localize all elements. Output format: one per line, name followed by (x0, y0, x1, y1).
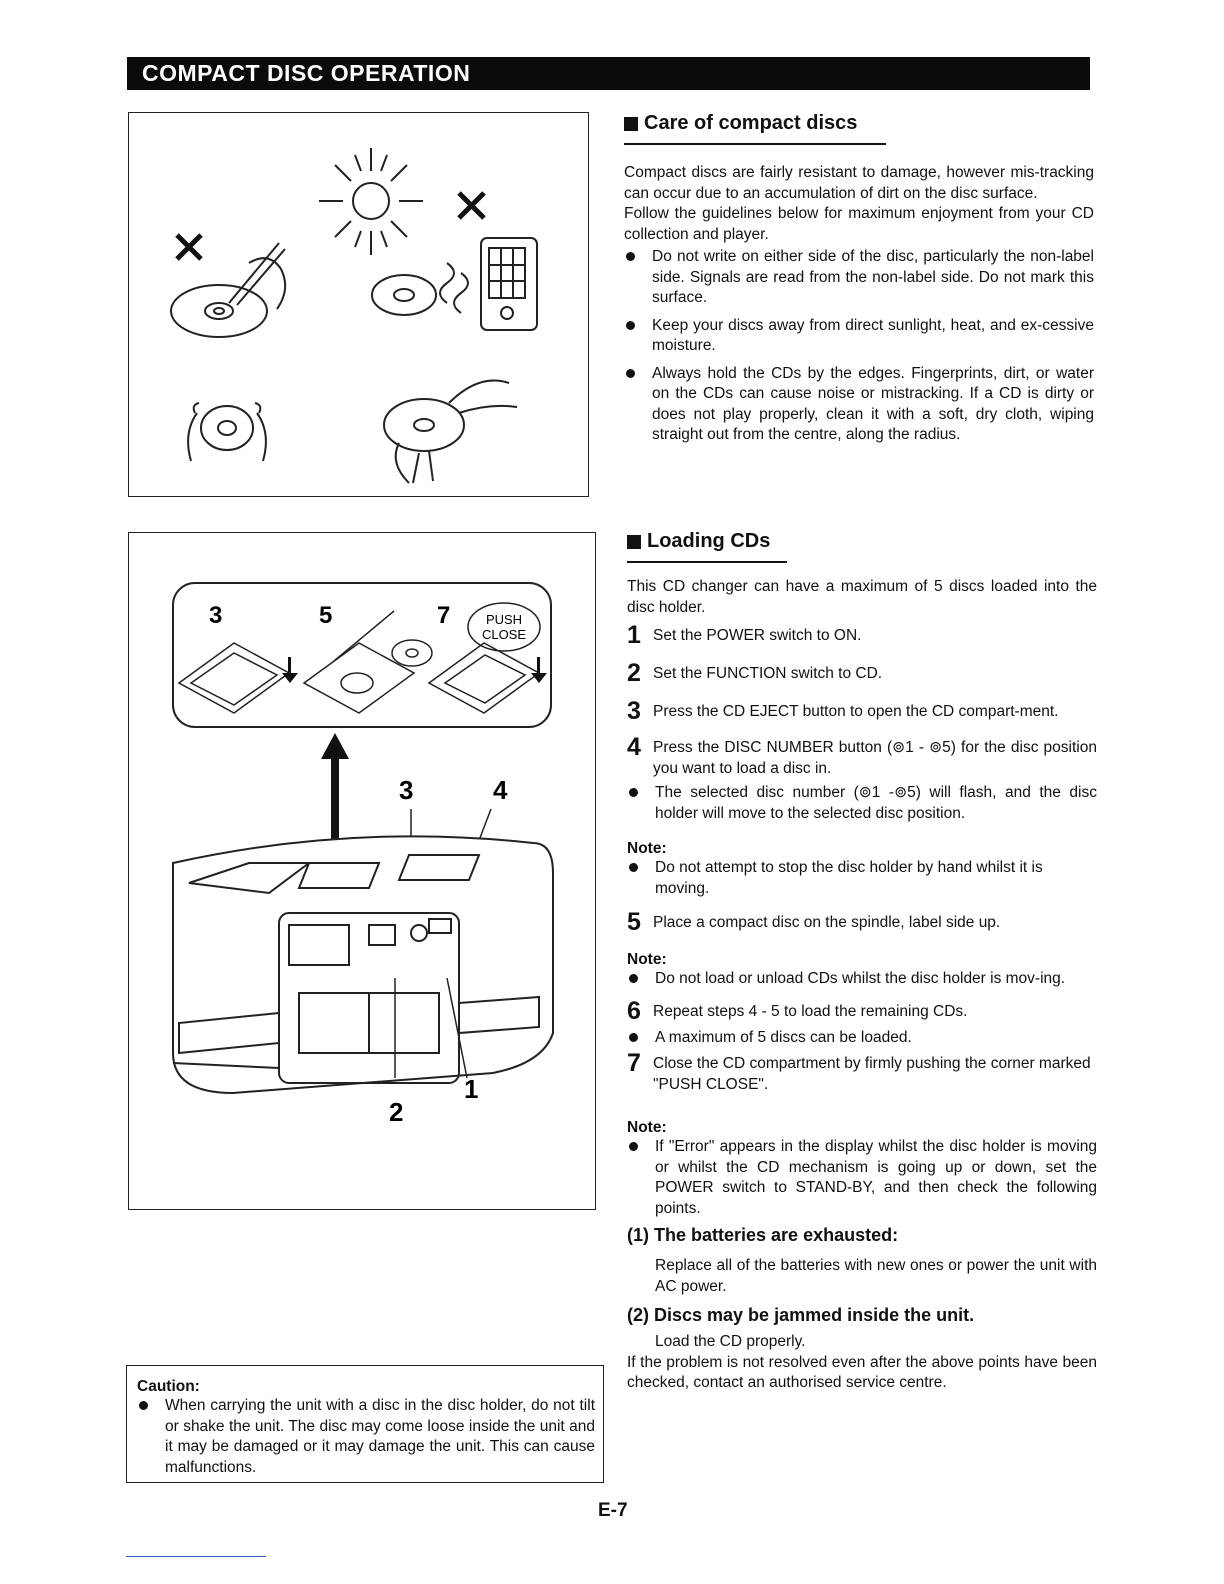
step-3 (627, 698, 1097, 724)
loading-intro: This CD changer can have a maximum of 5 discs loaded into the disc holder. (627, 578, 1097, 616)
callout-3: 3 (399, 775, 414, 805)
step-number: 6 (627, 996, 641, 1025)
close-label: CLOSE (481, 627, 527, 642)
step-text: Set the POWER switch to ON. (653, 627, 862, 644)
hand-icon (188, 403, 266, 461)
care-bullet (624, 364, 1094, 446)
step-text: Repeat steps 4 - 5 to load the remaining CDs. (653, 1002, 968, 1020)
caution-text: When carrying the unit with a disc in the disc holder, do not tilt or shake the unit. The disc may come loose inside the unit and it may be damaged or it may damage the unit. This can cause malfunctions. (165, 1397, 595, 1476)
care-bullet (624, 316, 1094, 357)
loading-section (627, 530, 1097, 1394)
care-heading-text: Care of compact discs (644, 112, 858, 134)
bullet-text: If "Error" appears in the display whilst the disc holder is moving or whilst the CD mechanism is going up or down, set the POWER switch to STAND-BY, and then check the following points. (655, 1138, 1097, 1217)
note-label: Note: (627, 951, 667, 968)
bullet-icon (627, 858, 655, 899)
caution-box (126, 1365, 604, 1483)
bullet-icon (627, 1028, 655, 1049)
step-4-bullet (627, 783, 1097, 824)
step-6-bullet (627, 1028, 1097, 1049)
heading-rule (624, 143, 886, 145)
step-label-7: 7 (437, 602, 451, 629)
bullet-icon (624, 364, 652, 446)
bullet-icon (624, 316, 652, 357)
care-bullet-text: Keep your discs away from direct sunlight, heat, and ex-cessive moisture. (652, 316, 1094, 354)
care-heading (624, 112, 1094, 135)
disc-icon (372, 275, 436, 315)
note-label: Note: (627, 1119, 667, 1136)
point-2-title: (2) Discs may be jammed inside the unit. (627, 1305, 975, 1325)
care-figure (128, 112, 589, 497)
step-4 (627, 734, 1097, 779)
note-bullet (627, 858, 1097, 899)
care-bullet (624, 247, 1094, 309)
boombox-icon (173, 836, 553, 1093)
page-title: COMPACT DISC OPERATION (142, 60, 471, 86)
callout-2: 2 (389, 1097, 404, 1127)
step-2 (627, 660, 1097, 686)
bullet-icon (624, 247, 652, 309)
bullet-text: Do not attempt to stop the disc holder by hand whilst it is moving. (655, 859, 1043, 897)
note-label: Note: (627, 840, 667, 857)
loading-figure (128, 532, 596, 1210)
step-number: 5 (627, 908, 641, 936)
step-label-3: 3 (209, 602, 223, 629)
disc-icon (384, 399, 464, 451)
step-number: 3 (627, 697, 641, 725)
care-intro-2: Follow the guidelines below for maximum enjoyment from your CD collection and player. (624, 205, 1094, 243)
step-number: 2 (627, 659, 641, 687)
point-1-title: (1) The batteries are exhausted: (627, 1225, 899, 1245)
care-bullet-text: Do not write on either side of the disc, particularly the non-label side. Signals are read from the non-label side. Do not mark this surface. (652, 248, 1094, 306)
caution-item (137, 1396, 595, 1478)
square-bullet-icon (624, 117, 638, 131)
step-text: Press the DISC NUMBER button (⊚1 - ⊚5) for the disc position you want to load a disc in. (653, 739, 1097, 777)
sun-icon (319, 148, 423, 255)
bullet-icon (137, 1396, 165, 1478)
point-2-text: Load the CD properly. (655, 1333, 806, 1350)
care-intro: Compact discs are fairly resistant to damage, however mis-tracking can occur due to an accumulation of dirt on the disc surface. (624, 164, 1094, 202)
step-label-5: 5 (319, 602, 333, 629)
step-number: 1 (627, 621, 641, 649)
cross-mark-icon (177, 193, 484, 259)
bullet-text: A maximum of 5 discs can be loaded. (655, 1028, 912, 1046)
disc-icon (171, 285, 267, 337)
heater-icon (440, 238, 537, 330)
final-text: If the problem is not resolved even after the above points have been checked, contact an authorised service centre. (627, 1353, 1097, 1391)
point-1-text: Replace all of the batteries with new ones or power the unit with AC power. (655, 1257, 1097, 1295)
page-number: E-7 (598, 1500, 628, 1521)
step-5 (627, 909, 1097, 935)
step-text: Place a compact disc on the spindle, label side up. (653, 914, 1001, 931)
callout-1: 1 (464, 1074, 479, 1104)
bullet-icon (627, 1137, 655, 1219)
loading-illustration (129, 533, 595, 1209)
loading-heading (627, 530, 1097, 553)
loading-heading-text: Loading CDs (647, 530, 771, 552)
push-label: PUSH (485, 612, 523, 627)
care-illustration (129, 113, 588, 496)
note-bullet (627, 1137, 1097, 1219)
bullet-icon (627, 969, 655, 990)
step-7 (627, 1050, 1097, 1095)
step-number: 4 (627, 733, 641, 761)
note-bullet (627, 969, 1097, 990)
callout-4: 4 (493, 775, 508, 805)
step-text: Set the FUNCTION switch to CD. (653, 665, 883, 682)
square-bullet-icon (627, 535, 641, 549)
footer-rule (126, 1556, 266, 1557)
step-text: Press the CD EJECT button to open the CD compart-ment. (653, 703, 1059, 720)
step-1 (627, 622, 1097, 648)
care-section (624, 112, 1094, 446)
bullet-text: Do not load or unload CDs whilst the disc holder is mov-ing. (655, 970, 1066, 987)
step-text: Close the CD compartment by firmly pushing the corner marked "PUSH CLOSE". (653, 1055, 1091, 1093)
care-bullet-text: Always hold the CDs by the edges. Fingerprints, dirt, or water on the CDs can cause noise or mistracking. If a CD is dirty or does not play properly, clean it with a soft, dry cloth, wiping straight out from the centre, along the radius. (652, 364, 1094, 443)
caution-label: Caution: (137, 1378, 200, 1395)
bullet-text: The selected disc number (⊚1 -⊚5) will flash, and the disc holder will move to the selected disc position. (655, 784, 1097, 822)
heading-rule (627, 561, 787, 563)
step-6 (627, 998, 1097, 1024)
bullet-icon (627, 783, 655, 824)
step-number: 7 (627, 1049, 641, 1077)
